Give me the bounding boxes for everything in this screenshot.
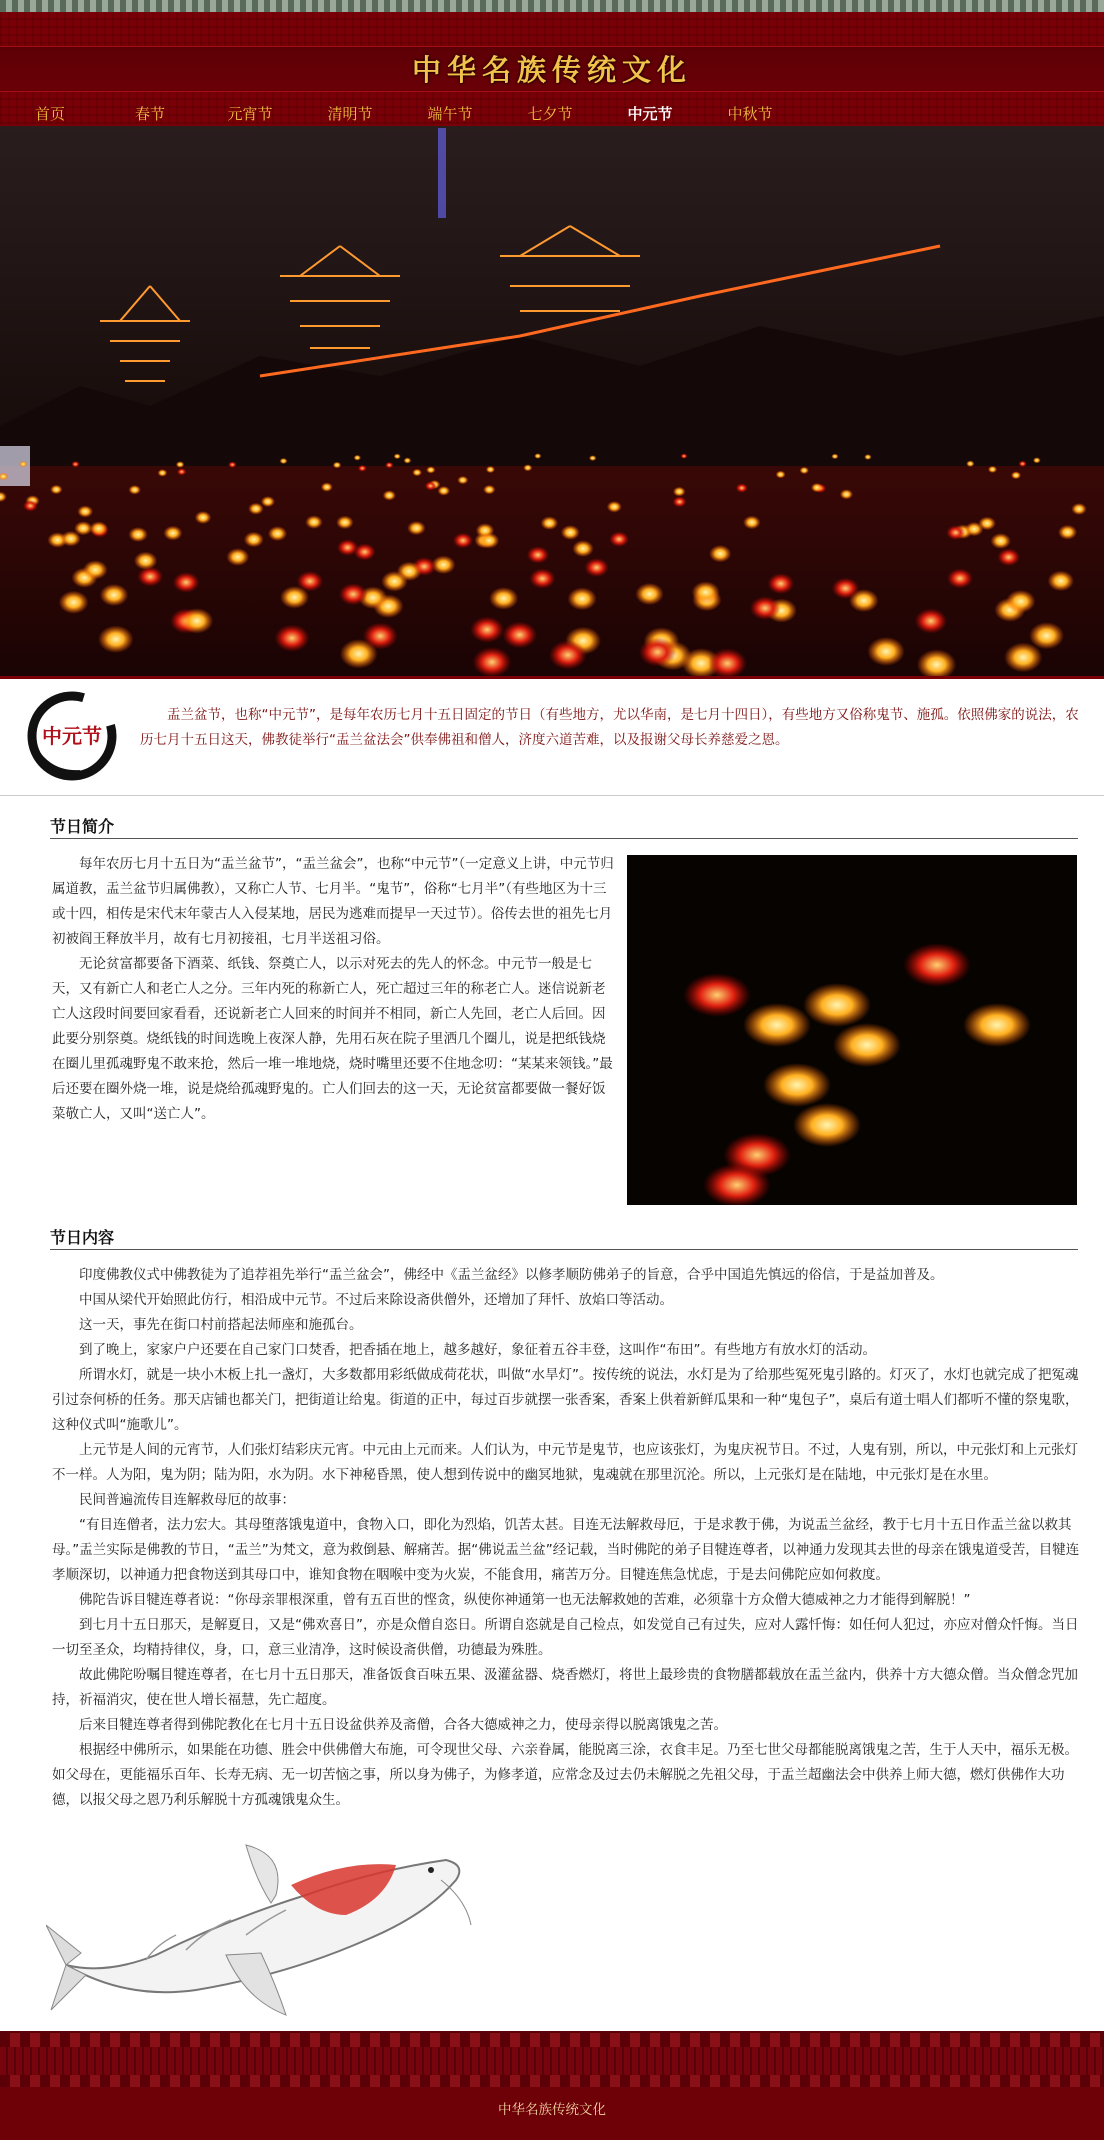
water-lantern [1004,643,1042,673]
water-lantern [305,515,322,529]
intro-text: 盂兰盆节，也称“中元节”，是每年农历七月十五日固定的节日（有些地方，尤以华南，是七月十四日），有些地方又俗称鬼节、施孤。依照佛家的说法，农历七月十五日这天，佛教徒举行“盂兰盆法会”供奉佛祖和僧人，济度六道苦难，以及报谢父母长养慈爱之恩。 [140,706,1079,748]
water-lantern [339,583,368,605]
water-lantern [321,482,333,491]
water-lantern [673,487,686,497]
nav-mid-autumn[interactable]: 中秋节 [727,105,773,123]
footer [0,2087,1104,2140]
water-lantern [381,571,408,592]
water-lantern [1018,461,1026,468]
water-lantern [561,525,580,540]
water-lantern [947,568,973,588]
water-lantern [248,503,263,515]
water-lantern [1048,571,1074,592]
water-lantern [404,457,412,463]
water-lantern [176,461,185,468]
lotus-lantern-graphic [627,855,1077,1205]
water-lantern [457,476,468,484]
water-lantern [244,532,264,548]
water-lantern [383,490,396,500]
water-lantern [966,460,974,467]
water-lantern [840,489,853,499]
water-lantern [333,462,342,469]
water-lantern [831,454,838,460]
water-lantern [750,596,781,620]
paragraph: 印度佛教仪式中佛教徒为了追荐祖先举行“盂兰盆会”，佛经中《盂兰盆经》以修孝顺防佛弟子的旨意，合乎中国追先慎远的俗信，于是益加普及。 [79,1267,944,1283]
seal-logo [20,691,124,781]
water-lantern [407,521,425,535]
nav-spring-festival[interactable]: 春节 [134,105,165,123]
water-lantern [692,581,720,603]
koi-fish-painting [46,1825,486,2025]
lantern-hero-image [0,126,1104,676]
nav-zhongyuan[interactable]: 中元节 [627,105,673,123]
water-lantern [946,525,965,540]
water-lantern [584,558,608,577]
water-lantern [1029,622,1064,649]
water-lantern [83,560,108,579]
nav-home[interactable]: 首页 [34,105,65,123]
paragraph: 到了晚上，家家户户还要在自己家门口焚香，把香插在地上，越多越好，象征着五谷丰登，这叫作“布田”。有些地方有放水灯的活动。 [79,1342,876,1358]
water-lantern [337,539,358,556]
water-lantern [736,483,748,492]
footer-text: 中华名族传统文化 [498,2102,606,2118]
paragraph: 根据经中佛所示，如果能在功德、胜会中供佛僧大布施，可令现世父母、六亲眷属，能脱离三涂，衣食丰足。乃至七世父母都能脱离饿鬼之苦，生于人天中，福乐无极。如父母在，更能福乐百年、长寿无病、无一切苦恼之事，所以身为佛子，为修孝道，应常念及过去仍未解脱之先祖父母，于盂兰超幽法会中供养上师大德，燃灯供佛作大功德，以报父母之恩乃利乐解脱十方孤魂饿鬼众生。 [52,1742,1078,1808]
water-lantern [529,568,555,588]
section-intro-body [52,852,614,1127]
water-lantern [280,586,309,609]
water-lantern [137,567,163,587]
water-lantern [470,616,504,642]
water-lantern [534,453,541,459]
water-lantern [1058,525,1077,540]
hero-lantern-image [0,124,1104,676]
water-lantern [336,516,353,530]
lotus-lantern [743,1003,811,1047]
water-lantern [98,625,133,653]
paragraph: 民间普遍流传目连解救母厄的故事： [79,1492,295,1508]
water-lantern [181,608,214,633]
water-lantern [978,517,996,531]
water-lantern [129,485,141,495]
water-lantern [572,540,593,557]
water-lantern [502,621,537,648]
seal-logo-graphic [20,691,124,781]
water-lantern [394,454,401,460]
water-lantern [867,637,904,666]
koi-fish-graphic [46,1825,486,2025]
paragraph: 所谓水灯，就是一块小木板上扎一盏灯，大多数都用彩纸做成荷花状，叫做“水旱灯”。按传统的说法，水灯是为了给那些冤死鬼引路的。灯灭了，水灯也就完成了把冤魂引过奈何桥的任务。那天店铺也都关门，把街道让给鬼。街道的正中，每过百步就摆一张香案，香案上供着新鲜瓜果和一种“鬼包子”，桌后有道士唱人们都听不懂的祭鬼歌，这种仪式叫“施歌儿”。 [52,1367,1079,1433]
water-lantern [997,548,1020,566]
water-lantern [173,572,200,593]
water-lantern [158,469,168,477]
nav-qingming[interactable]: 清明节 [327,105,373,123]
water-lantern [1011,471,1021,479]
water-lantern [426,466,435,473]
water-lantern [635,583,663,605]
water-lantern [228,461,237,468]
water-lantern [261,496,275,507]
water-lantern [50,485,62,495]
paragraph: 中国从梁代开始照此仿行，相沿成中元节。不过后来除设斋供僧外，还增加了拜忏、放焰口等活动。 [79,1292,673,1308]
water-lantern [23,500,38,512]
lotus-lantern [683,973,751,1017]
water-lantern [607,501,622,513]
water-lantern [134,552,157,570]
intro-section [0,676,1104,796]
water-lantern [549,640,587,669]
paragraph: 这一天，事先在街口村前搭起法师座和施孤台。 [79,1317,363,1333]
water-lantern [991,533,1011,549]
lotus-lantern-image [627,855,1077,1205]
section-content-body [52,1263,1080,1813]
paragraph: 上元节是人间的元宵节，人们张灯结彩庆元宵。中元由上元而来。人们认为，中元节是鬼节，也应该张灯，为鬼庆祝节日。不过，人鬼有别，所以，中元张灯和上元张灯不一样。人为阳，鬼为阴；陆为阳，水为阴。水下神秘昏黑，使人想到传说中的幽冥地狱，鬼魂就在那里沉沦。所以，上元张灯是在陆地，中元张灯是在水里。 [52,1442,1078,1483]
paragraph: 后来目犍连尊者得到佛陀教化在七月十五日设盆供养及斋僧，合各大德威神之力，使母亲得以脱离饿鬼之苦。 [79,1717,727,1733]
water-lantern [163,526,182,541]
nav-lantern-festival[interactable]: 元宵节 [227,105,273,123]
water-lantern [1006,590,1036,613]
water-lantern [412,469,422,477]
water-lantern [483,485,495,495]
nav-dragon-boat[interactable]: 端午节 [427,105,473,123]
water-lantern [358,465,367,472]
water-lantern [354,455,361,461]
section-title-content-text: 节日内容 [50,1228,115,1247]
lotus-lantern [833,1023,901,1067]
water-lantern [363,622,398,649]
water-lantern [568,587,597,610]
water-lantern [59,591,89,614]
seal-text: 中元节 [42,724,102,748]
water-lantern [226,548,249,566]
water-lantern [800,467,809,474]
water-lantern [385,462,394,469]
water-lantern [19,461,27,468]
water-lantern [589,455,597,461]
water-lantern [915,608,948,633]
water-lantern [609,531,629,547]
water-lantern [74,521,92,535]
water-lantern [527,546,549,563]
paragraph: 无论贫富都要备下酒菜、纸钱、祭奠亡人，以示对死去的先人的怀念。中元节一般是七天，又有新亡人和老亡人之分。三年内死的称新亡人，死亡超过三年的称老亡人。迷信说新老亡人这段时间要回家看看，还说新老亡人回来的时间并不相同，新亡人先回，老亡人后回。因此要分别祭奠。烧纸钱的时间选晚上夜深人静，先用石灰在院子里洒几个圈儿，说是把纸钱烧在圈儿里孤魂野鬼不敢来抢，然后一堆一堆地烧，烧时嘴里还要不住地念叨：“某某来领钱。”最后还要在圈外烧一堆，说是烧给孤魂野鬼的。亡人们回去的这一天，无论贫富都要做一餐好饭菜敬亡人，又叫“送亡人”。 [52,956,613,1122]
lotus-lantern [963,1003,1031,1047]
header-top-border [0,0,1104,12]
water-lantern [177,468,187,475]
water-lantern [100,584,129,606]
lotus-lantern [903,943,971,987]
water-lantern [639,638,676,667]
paragraph: 故此佛陀吩嘱目犍连尊者，在七月十五日那天，准备饭食百味五果、汲灌盆器、烧香燃灯，将世上最珍贵的食物膳都载放在盂兰盆内，供养十方大德众僧。当众僧念咒加持，祈福消灾，使在世人增长福慧，先亡超度。 [52,1667,1078,1708]
footer-decoration [0,2031,1104,2089]
lotus-lantern [803,983,871,1027]
water-lantern [128,527,147,542]
paragraph: 佛陀告诉目犍连尊者说：“你母亲罪根深重，曾有五百世的悭贪，纵使你神通第一也无法解救她的苦难，必须靠十方众僧大德威神之力才能得到解脱！” [79,1592,971,1608]
water-lantern [672,496,686,507]
paragraph: 到七月十五日那天，是解夏日，又是“佛欢喜日”，亦是众僧自恣日。所谓自恣就是自己检点，如发觉自己有过失，应对人露忏悔：如任何人犯过，亦应对僧众忏悔。当日一切至圣众，均精持律仪，身，口，意三业清净，这时候设斋供僧，功德最为殊胜。 [52,1617,1079,1658]
nav-qixi[interactable]: 七夕节 [527,105,573,123]
section-title-content [50,1221,1078,1250]
water-lantern [743,516,760,530]
paragraph: 每年农历七月十五日为“盂兰盆节”，“盂兰盆会”，也称“中元节”（一定意义上讲，中元节归属道教，盂兰盆节归属佛教），又称亡人节、七月半。“鬼节”，俗称“七月半”（有些地区为十三或十四，相传是宋代末年蒙古人入侵某地，居民为逃难而提早一天过节）。俗传去世的祖先七月初被阎王释放半月，故有七月初接祖，七月半送祖习俗。 [52,856,614,947]
water-lantern [77,505,93,517]
water-lantern [479,533,499,549]
lotus-lantern [703,1163,771,1205]
water-lantern [1033,457,1041,463]
lotus-lantern [763,1063,831,1107]
water-lantern [680,453,687,459]
water-lantern [195,511,212,524]
site-title: 中华名族传统文化 [411,53,692,87]
water-lantern [473,647,512,676]
paragraph: “有目连僧者，法力宏大。其母堕落饿鬼道中，食物入口，即化为烈焰，饥苦太甚。目连无法解救母厄，于是求教于佛，为说盂兰盆经，教于七月十五日作盂兰盆以救其母。”盂兰实际是佛教的节日，“盂兰”为梵文，意为救倒悬、解痛苦。据“佛说盂兰盆”经记载，当时佛陀的弟子目犍连尊者，以神通力发现其去世的母亲在饿鬼道受苦，目犍连孝顺深切，以神通力把食物送到其母口中，谁知食物在咽喉中变为火炭，不能食用，痛苦万分。目犍连焦急忧虑，于是去问佛陀应如何救度。 [52,1517,1080,1583]
section-title-intro [50,810,1078,839]
water-lantern [709,545,731,562]
water-lantern [268,526,287,541]
water-lantern [453,533,473,549]
header [0,12,1104,124]
water-lantern [864,454,871,460]
water-lantern [776,471,786,479]
water-lantern [438,486,451,496]
section-title-intro-text: 节日简介 [50,817,115,836]
lotus-lantern [793,1103,861,1147]
water-lantern [489,587,518,610]
water-lantern [71,461,79,468]
water-lantern [486,466,495,473]
water-lantern [523,464,532,471]
water-lantern [425,481,437,490]
water-lantern [1071,503,1086,515]
water-lantern [541,516,559,530]
water-lantern [274,624,309,651]
water-lantern [811,483,823,492]
water-lantern [832,578,860,599]
water-lantern [767,573,794,594]
water-lantern [988,466,997,473]
main-nav [0,102,1104,126]
water-lantern [280,458,288,464]
